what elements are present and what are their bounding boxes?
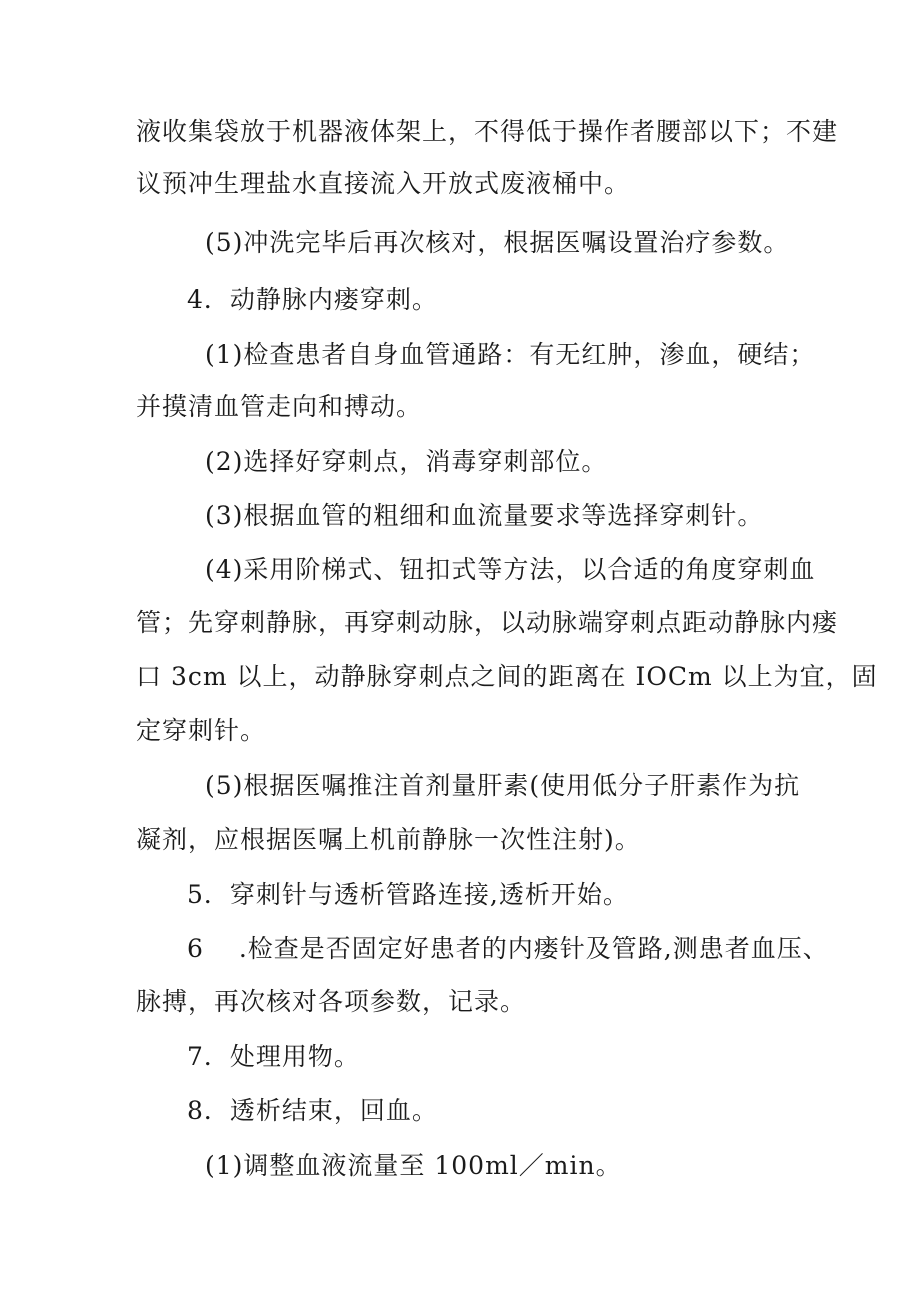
text-line: (2)选择好穿刺点，消毒穿刺部位。	[205, 447, 608, 476]
text-line: 脉搏，再次核对各项参数，记录。	[136, 987, 527, 1016]
text-line: 管；先穿刺静脉，再穿刺动脉，以动脉端穿刺点距动静脉内瘘	[136, 608, 839, 637]
text-line: (4)采用阶梯式、钮扣式等方法，以合适的角度穿刺血	[205, 555, 816, 584]
text-line: (3)根据血管的粗细和血流量要求等选择穿刺针。	[205, 501, 764, 530]
text-line: 并摸清血管走向和搏动。	[136, 392, 423, 421]
text-line: 凝剂，应根据医嘱上机前静脉一次性注射)。	[136, 825, 641, 854]
text-line: (5)根据医嘱推注首剂量肝素(使用低分子肝素作为抗	[205, 771, 801, 800]
text-line: 4．动静脉内瘘穿刺。	[187, 285, 438, 314]
text-line: 5．穿刺针与透析管路连接,透析开始。	[187, 880, 629, 909]
text-line: (5)冲洗完毕后再次核对，根据医嘱设置治疗参数。	[205, 228, 790, 257]
text-line: 议预冲生理盐水直接流入开放式废液桶中。	[136, 169, 631, 198]
text-line: 定穿刺针。	[136, 716, 267, 745]
text-line: 7．处理用物。	[187, 1042, 360, 1071]
text-line: 8．透析结束，回血。	[187, 1096, 438, 1125]
text-line: (1)调整血液流量至 100ml／min。	[205, 1151, 622, 1180]
text-line: (1)检查患者自身血管通路：有无红肿，渗血，硬结；	[205, 340, 816, 369]
text-line: 液收集袋放于机器液体架上，不得低于操作者腰部以下；不建	[136, 117, 839, 146]
text-line: 6 .检查是否固定好患者的内瘘针及管路,测患者血压、	[187, 934, 829, 963]
text-line: 口 3cm 以上，动静脉穿刺点之间的距离在 IOCm 以上为宜，固	[136, 662, 878, 691]
